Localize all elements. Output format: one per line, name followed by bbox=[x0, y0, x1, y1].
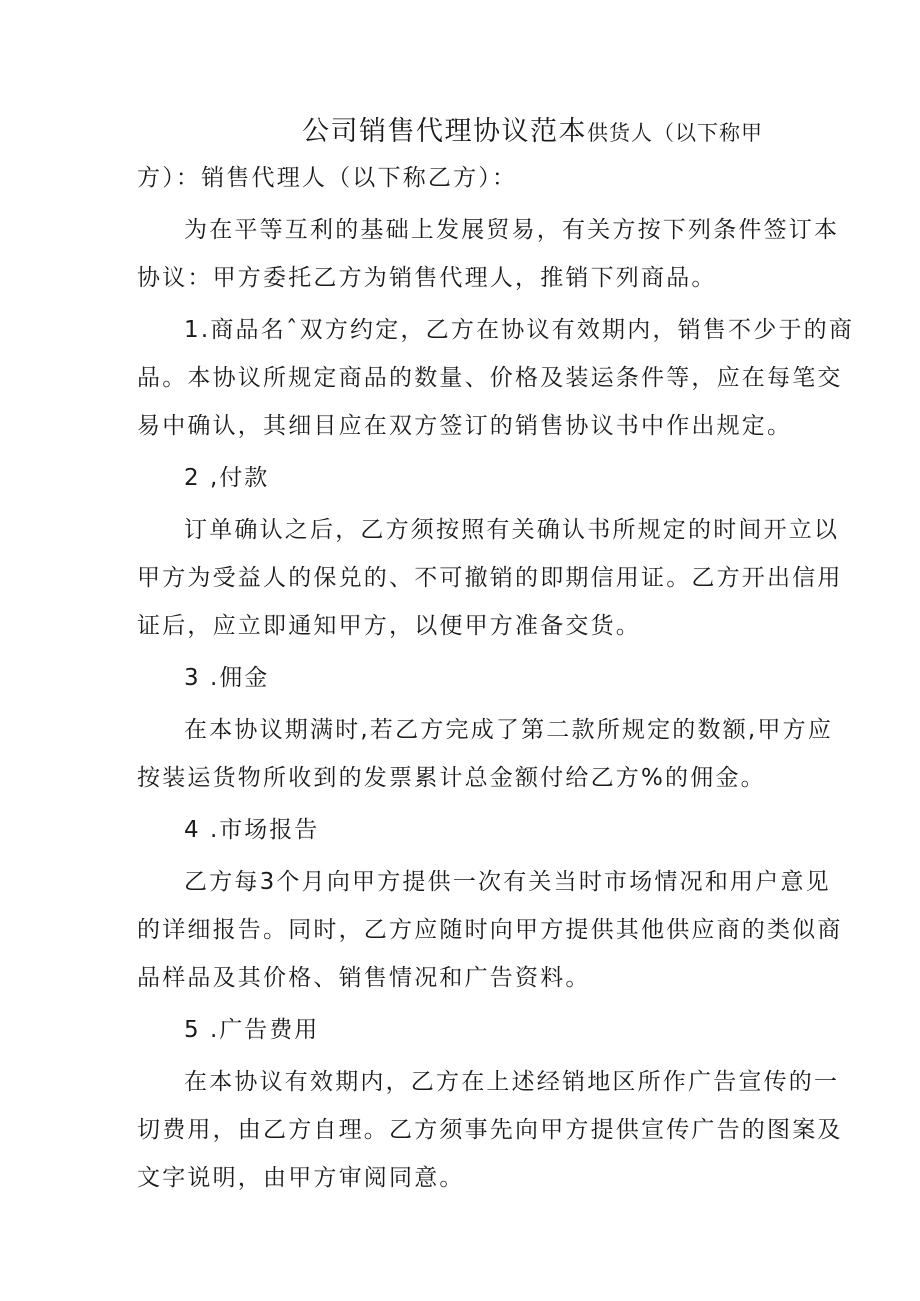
document-page bbox=[137, 110, 855, 1202]
section3-heading: 3 .佣金 bbox=[184, 665, 270, 691]
section3-line: 在本协议期满时,若乙方完成了第二款所规定的数额,甲方应 bbox=[184, 717, 834, 743]
section1-line: 易中确认，其细目应在双方签订的销售协议书中作出规定。 bbox=[137, 413, 793, 439]
preamble-line: 协议：甲方委托乙方为销售代理人，推销下列商品。 bbox=[137, 265, 717, 291]
section2-line: 甲方为受益人的保兑的、不可撤销的即期信用证。乙方开出信用 bbox=[137, 565, 843, 591]
intro-line2: 方）：销售代理人（以下称乙方）： bbox=[137, 165, 518, 191]
document-title: 公司销售代理协议范本 bbox=[302, 116, 587, 147]
section5-heading: 5 .广告费用 bbox=[184, 1017, 320, 1043]
section3-line: 按装运货物所收到的发票累计总金额付给乙方%的佣金。 bbox=[137, 765, 766, 791]
title-line bbox=[137, 110, 787, 154]
intro-line1-tail: 供货人（以下称甲 bbox=[587, 121, 763, 145]
section4-line: 乙方每3个月向甲方提供一次有关当时市场情况和用户意见 bbox=[184, 869, 831, 895]
section4-line: 品样品及其价格、销售情况和广告资料。 bbox=[137, 965, 591, 991]
section5-line: 切费用，由乙方自理。乙方须事先向甲方提供宣传广告的图案及 bbox=[137, 1117, 843, 1143]
preamble-line: 为在平等互利的基础上发展贸易，有关方按下列条件签订本 bbox=[184, 217, 840, 243]
section1-line: 品。本协议所规定商品的数量、价格及装运条件等，应在每笔交 bbox=[137, 365, 843, 391]
section2-heading: 2 ,付款 bbox=[184, 465, 270, 491]
section2-line: 证后，应立即通知甲方，以便甲方准备交货。 bbox=[137, 613, 641, 639]
section2-line: 订单确认之后，乙方须按照有关确认书所规定的时间开立以 bbox=[184, 517, 840, 543]
section4-heading: 4 .市场报告 bbox=[184, 817, 320, 843]
section5-line: 在本协议有效期内，乙方在上述经销地区所作广告宣传的一 bbox=[184, 1069, 840, 1095]
section5-line: 文字说明，由甲方审阅同意。 bbox=[137, 1165, 465, 1191]
section4-line: 的详细报告。同时，乙方应随时向甲方提供其他供应商的类似商 bbox=[137, 917, 843, 943]
section1-line: 1.商品名ˆ双方约定，乙方在协议有效期内，销售不少于的商 bbox=[184, 317, 855, 343]
